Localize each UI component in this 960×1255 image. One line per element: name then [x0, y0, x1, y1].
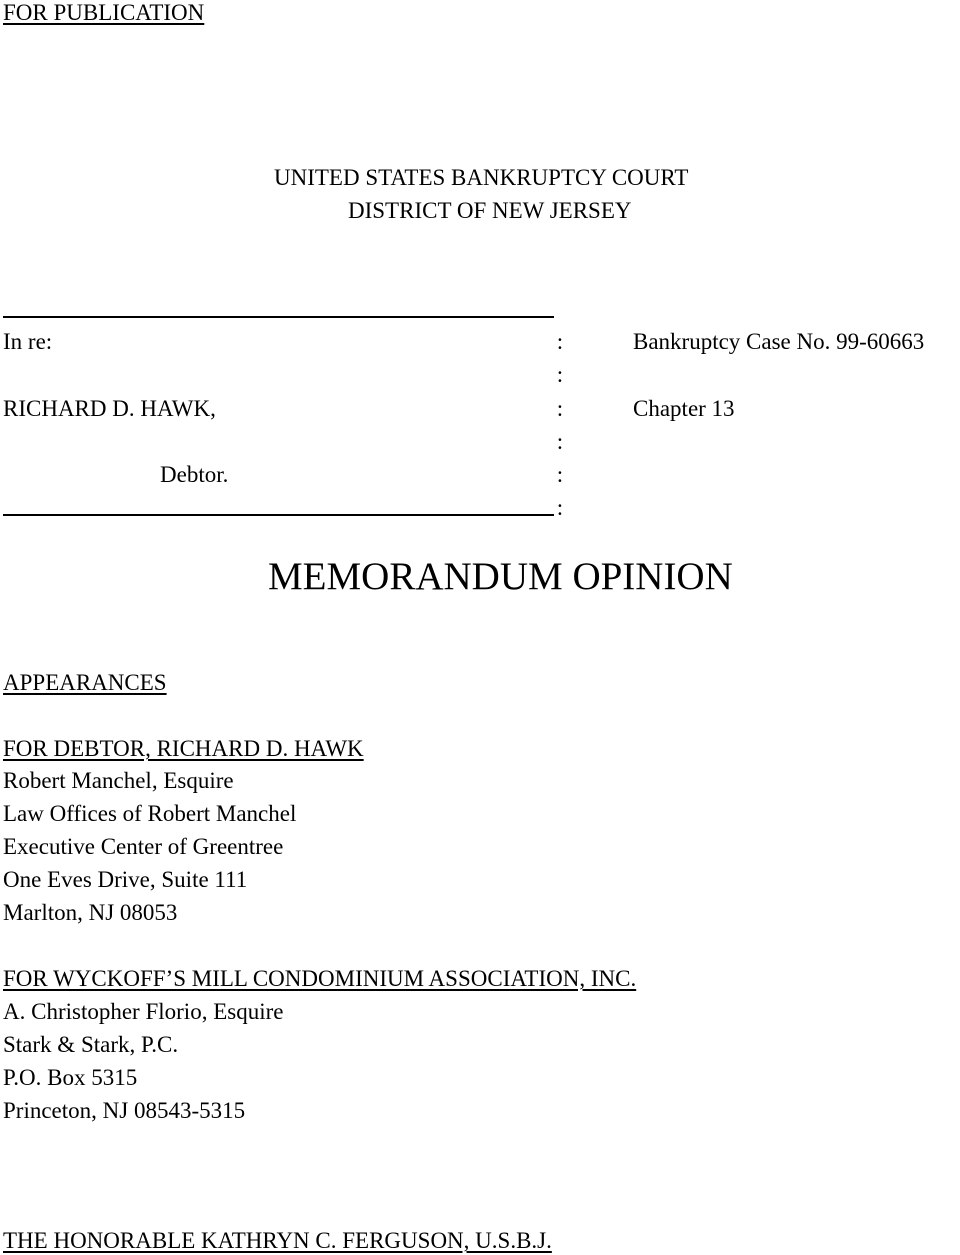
publication-label: FOR PUBLICATION [3, 0, 205, 25]
debtor-name: RICHARD D. HAWK, [3, 396, 216, 421]
debtor-counsel-heading: FOR DEBTOR, RICHARD D. HAWK [3, 736, 364, 761]
association-counsel-line: P.O. Box 5315 [3, 1065, 138, 1090]
debtor-counsel-line: One Eves Drive, Suite 111 [3, 867, 248, 892]
case-number: Bankruptcy Case No. 99-60663 [633, 329, 925, 354]
debtor-counsel-line: Robert Manchel, Esquire [3, 768, 234, 793]
caption-top-rule [3, 316, 554, 318]
association-counsel-line: A. Christopher Florio, Esquire [3, 999, 284, 1024]
document-title: MEMORANDUM OPINION [268, 555, 733, 598]
debtor-counsel-line: Executive Center of Greentree [3, 834, 284, 859]
association-counsel-heading: FOR WYCKOFF’S MILL CONDOMINIUM ASSOCIATION, INC. [3, 966, 637, 991]
debtor-counsel-line: Marlton, NJ 08053 [3, 900, 178, 925]
debtor-label: Debtor. [160, 462, 229, 487]
association-counsel-line: Princeton, NJ 08543-5315 [3, 1098, 246, 1123]
caption-colon: : [556, 495, 564, 520]
caption-colon: : [556, 429, 564, 454]
association-counsel-line: Stark & Stark, P.C. [3, 1032, 179, 1057]
court-district: DISTRICT OF NEW JERSEY [348, 198, 632, 223]
caption-colon: : [556, 329, 564, 354]
debtor-counsel-line: Law Offices of Robert Manchel [3, 801, 297, 826]
appearances-heading: APPEARANCES [3, 670, 167, 695]
caption-colon: : [556, 462, 564, 487]
in-re-label: In re: [3, 329, 53, 354]
caption-colon: : [556, 362, 564, 387]
caption-colon: : [556, 396, 564, 421]
judge-name: THE HONORABLE KATHRYN C. FERGUSON, U.S.B.J. [3, 1228, 552, 1253]
caption-bottom-rule [3, 514, 554, 516]
court-name: UNITED STATES BANKRUPTCY COURT [274, 165, 689, 190]
chapter-number: Chapter 13 [633, 396, 735, 421]
